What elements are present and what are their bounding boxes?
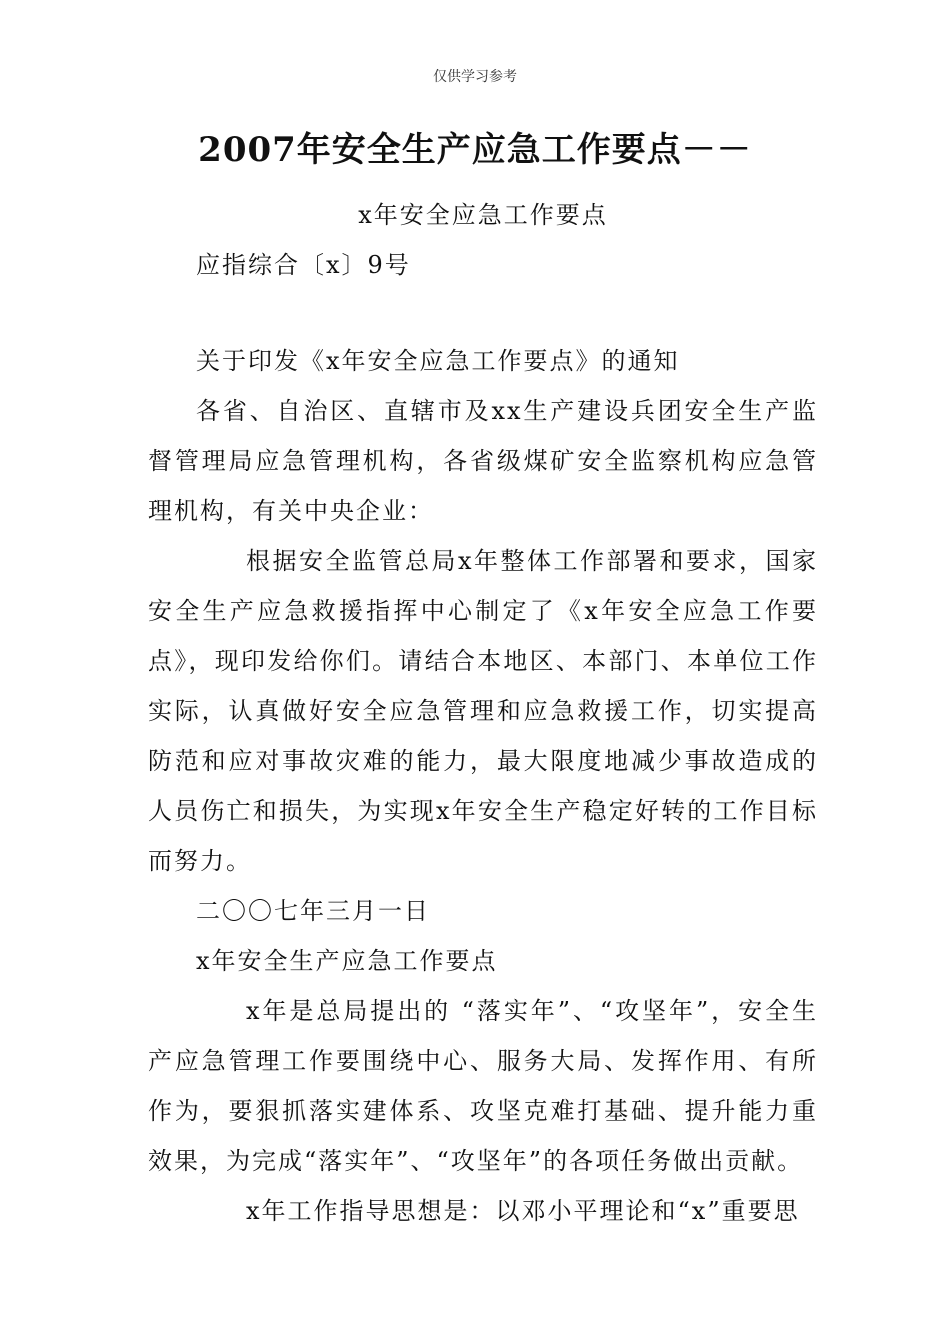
recipients-paragraph: 各省、自治区、直辖市及xx生产建设兵团安全生产监督管理局应急管理机构，各省级煤矿安全监察机构应急管理机构，有关中央企业： <box>148 397 818 525</box>
date-line: 二〇〇七年三月一日 <box>196 897 430 925</box>
body-paragraph-1: 根据安全监管总局x年整体工作部署和要求，国家安全生产应急救援指挥中心制定了《x年安全应急工作要点》，现印发给你们。请结合本地区、本部门、本单位工作实际，认真做好安全应急管理和应急救援工作，切实提高防范和应对事故灾难的能力，最大限度地减少事故造成的人员伤亡和损失，为实现x年安全生产稳定好转的工作目标而努力。 <box>148 547 818 875</box>
header-note: 仅供学习参考 <box>433 69 517 85</box>
document-number: 应指综合〔x〕9号 <box>196 251 411 279</box>
document-title: 2007年安全生产应急工作要点－－ <box>198 130 752 170</box>
section-title: x年安全生产应急工作要点 <box>196 947 498 975</box>
body-paragraph-3: x年工作指导思想是：以邓小平理论和“x”重要思 <box>246 1197 800 1225</box>
notice-title: 关于印发《x年安全应急工作要点》的通知 <box>196 347 680 375</box>
subtitle: x年安全应急工作要点 <box>358 201 608 229</box>
body-paragraph-2: x年是总局提出的 “落实年”、“攻坚年”，安全生产应急管理工作要围绕中心、服务大局、发挥作用、有所作为，要狠抓落实建体系、攻坚克难打基础、提升能力重效果，为完成“落实年”、“攻坚年”的各项任务做出贡献。 <box>148 997 818 1175</box>
spacer <box>148 290 818 336</box>
document-body <box>148 190 818 1236</box>
